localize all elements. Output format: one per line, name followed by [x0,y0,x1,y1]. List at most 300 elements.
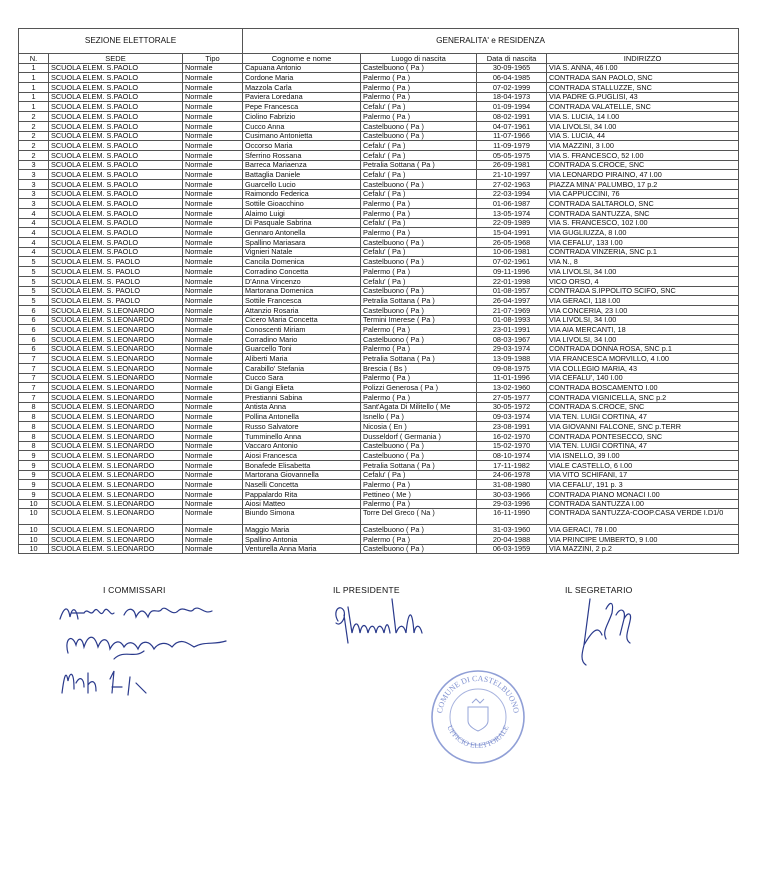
cell-birthdate: 22-09-1989 [477,218,547,228]
cell-address: VIA LIVOLSI, 34 I.00 [547,315,739,325]
cell-number: 8 [19,402,49,412]
cell-sede: SCUOLA ELEM. S.PAOLO [49,121,183,131]
cell-name: Guarcello Toni [243,344,361,354]
cell-birthdate: 30-09-1965 [477,63,547,73]
cell-address: VIA S. FRANCESCO, 102 I.00 [547,218,739,228]
cell-birthplace: Castelbuono ( Pa ) [361,63,477,73]
cell-number: 3 [19,179,49,189]
table-row [19,141,739,151]
cell-birthdate: 08-02-1991 [477,112,547,122]
cell-address: CONTRADA VALATELLE, SNC [547,102,739,112]
cell-name: Sottile Francesca [243,296,361,306]
cell-tipo: Normale [183,179,243,189]
cell-tipo: Normale [183,441,243,451]
cell-number: 2 [19,131,49,141]
cell-tipo: Normale [183,121,243,131]
cell-sede: SCUOLA ELEM. S.PAOLO [49,150,183,160]
cell-address: VIA N., 8 [547,257,739,267]
cell-tipo: Normale [183,209,243,219]
cell-birthdate: 24-06-1978 [477,470,547,480]
cell-sede: SCUOLA ELEM. S.PAOLO [49,238,183,248]
cell-address: VIA GUGLIUZZA, 8 I.00 [547,228,739,238]
cell-sede: SCUOLA ELEM. S.PAOLO [49,63,183,73]
cell-name: Vignieri Natale [243,247,361,257]
cell-sede: SCUOLA ELEM. S.PAOLO [49,92,183,102]
cell-name: Attanzio Rosaria [243,305,361,315]
cell-number: 9 [19,470,49,480]
cell-birthdate: 21-10-1997 [477,170,547,180]
cell-birthplace: Cefalu' ( Pa ) [361,218,477,228]
cell-number: 6 [19,334,49,344]
electoral-list-sheet [18,28,738,554]
cell-sede: SCUOLA ELEM. S.PAOLO [49,189,183,199]
cell-number: 10 [19,499,49,509]
cell-birthdate: 23-01-1991 [477,325,547,335]
cell-address: VIA GIOVANNI FALCONE, SNC p.TERR [547,422,739,432]
cell-birthplace: Petralia Sottana ( Pa ) [361,160,477,170]
cell-name: Di Pasquale Sabrina [243,218,361,228]
cell-number: 5 [19,276,49,286]
cell-sede: SCUOLA ELEM. S.LEONARDO [49,441,183,451]
municipal-stamp [428,667,528,767]
cell-tipo: Normale [183,238,243,248]
cell-address: CONTRADA BOSCAMENTO I.00 [547,383,739,393]
table-row [19,470,739,480]
cell-sede: SCUOLA ELEM. S.LEONARDO [49,470,183,480]
cell-address: VIA CAPPUCCINI, 76 [547,189,739,199]
cell-tipo: Normale [183,267,243,277]
cell-number: 10 [19,509,49,525]
cell-birthplace: Palermo ( Pa ) [361,344,477,354]
cell-tipo: Normale [183,199,243,209]
table-row [19,509,739,525]
table-row [19,325,739,335]
cell-number: 10 [19,544,49,554]
cell-number: 5 [19,286,49,296]
table-row [19,131,739,141]
table-row [19,247,739,257]
svg-text:COMUNE DI CASTELBUONO [435,674,521,714]
cell-tipo: Normale [183,499,243,509]
cell-tipo: Normale [183,247,243,257]
cell-birthplace: Petralia Sottana ( Pa ) [361,354,477,364]
cell-birthplace: Castelbuono ( Pa ) [361,441,477,451]
table-row [19,402,739,412]
cell-address: VIA LIVOLSI, 34 I.00 [547,334,739,344]
cell-sede: SCUOLA ELEM. S.PAOLO [49,83,183,93]
cell-number: 1 [19,83,49,93]
cell-birthplace: Sant'Agata Di Militello ( Me [361,402,477,412]
cell-address: CONTRADA SANTUZZA I.00 [547,499,739,509]
cell-tipo: Normale [183,422,243,432]
cell-sede: SCUOLA ELEM. S.PAOLO [49,131,183,141]
stamp-emblem-icon [468,699,488,731]
cell-name: Conoscenti Miriam [243,325,361,335]
cell-tipo: Normale [183,286,243,296]
table-row [19,441,739,451]
table-row [19,315,739,325]
cell-tipo: Normale [183,276,243,286]
table-row [19,63,739,73]
cell-number: 5 [19,257,49,267]
cell-birthdate: 09-03-1974 [477,412,547,422]
cell-tipo: Normale [183,480,243,490]
cell-name: Tumminello Anna [243,431,361,441]
table-row [19,92,739,102]
cell-address: CONTRADA VIGNICELLA, SNC p.2 [547,393,739,403]
cell-number: 4 [19,238,49,248]
cell-name: Maggio Maria [243,525,361,535]
cell-birthplace: Isnello ( Pa ) [361,412,477,422]
cell-sede: SCUOLA ELEM. S.PAOLO [49,160,183,170]
cell-birthdate: 27-05-1977 [477,393,547,403]
cell-birthdate: 23-08-1991 [477,422,547,432]
table-row [19,334,739,344]
cell-birthplace: Palermo ( Pa ) [361,199,477,209]
column-header-birthdate: Data di nascita [477,54,547,64]
cell-address: VIA CEFALU', 140 I.00 [547,373,739,383]
cell-birthplace: Palermo ( Pa ) [361,373,477,383]
cell-number: 1 [19,102,49,112]
cell-address: VIA ISNELLO, 39 I.00 [547,451,739,461]
cell-birthplace: Castelbuono ( Pa ) [361,286,477,296]
cell-birthdate: 17-11-1982 [477,460,547,470]
table-row [19,383,739,393]
cell-tipo: Normale [183,228,243,238]
stamp-bottom-text: UFFICIO ELETTORALE [445,723,511,751]
cell-number: 8 [19,422,49,432]
cell-name: Gennaro Antonella [243,228,361,238]
cell-birthplace: Castelbuono ( Pa ) [361,121,477,131]
table-row [19,238,739,248]
cell-birthdate: 13-05-1974 [477,209,547,219]
cell-tipo: Normale [183,460,243,470]
cell-birthdate: 16-11-1990 [477,509,547,525]
cell-address: CONTRADA SALTAROLO, SNC [547,199,739,209]
cell-sede: SCUOLA ELEM. S.LEONARDO [49,499,183,509]
cell-name: Cucco Sara [243,373,361,383]
cell-sede: SCUOLA ELEM. S.LEONARDO [49,393,183,403]
cell-sede: SCUOLA ELEM. S.LEONARDO [49,525,183,535]
table-row [19,267,739,277]
cell-birthdate: 01-09-1994 [477,102,547,112]
cell-birthdate: 20-04-1988 [477,535,547,545]
electoral-table [18,28,739,554]
cell-name: Spallino Antonia [243,535,361,545]
cell-tipo: Normale [183,451,243,461]
cell-sede: SCUOLA ELEM. S. PAOLO [49,267,183,277]
table-row [19,160,739,170]
cell-name: Capuana Antonio [243,63,361,73]
cell-name: Pepe Francesca [243,102,361,112]
cell-number: 5 [19,267,49,277]
table-row [19,460,739,470]
cell-sede: SCUOLA ELEM. S.PAOLO [49,218,183,228]
cell-birthplace: Castelbuono ( Pa ) [361,179,477,189]
cell-number: 4 [19,228,49,238]
cell-tipo: Normale [183,141,243,151]
cell-birthplace: Castelbuono ( Pa ) [361,131,477,141]
cell-tipo: Normale [183,393,243,403]
cell-sede: SCUOLA ELEM. S.PAOLO [49,209,183,219]
presidente-label: IL PRESIDENTE [333,585,400,595]
table-row [19,199,739,209]
cell-birthplace: Palermo ( Pa ) [361,83,477,93]
cell-number: 5 [19,296,49,306]
cell-birthplace: Petralia Sottana ( Pa ) [361,296,477,306]
cell-birthplace: Palermo ( Pa ) [361,325,477,335]
cell-tipo: Normale [183,160,243,170]
cell-tipo: Normale [183,296,243,306]
cell-birthdate: 09-08-1975 [477,364,547,374]
cell-birthplace: Cefalu' ( Pa ) [361,170,477,180]
cell-sede: SCUOLA ELEM. S.PAOLO [49,170,183,180]
cell-tipo: Normale [183,170,243,180]
cell-address: VIA FRANCESCA MORVILLO, 4 I.00 [547,354,739,364]
cell-birthdate: 04-07-1961 [477,121,547,131]
cell-address: CONTRADA PONTESECCO, SNC [547,431,739,441]
cell-tipo: Normale [183,102,243,112]
cell-address: VICO ORSO, 4 [547,276,739,286]
cell-name: Sferrino Rossana [243,150,361,160]
cell-address: CONTRADA DONNA ROSA, SNC p.1 [547,344,739,354]
cell-tipo: Normale [183,489,243,499]
table-row [19,412,739,422]
cell-number: 7 [19,354,49,364]
cell-birthplace: Termini Imerese ( Pa ) [361,315,477,325]
cell-name: Cordone Maria [243,73,361,83]
table-row [19,286,739,296]
table-row [19,276,739,286]
table-row [19,451,739,461]
segretario-signature [568,591,658,671]
cell-birthplace: Palermo ( Pa ) [361,73,477,83]
column-header-tipo: Tipo [183,54,243,64]
cell-tipo: Normale [183,73,243,83]
cell-name: Ciolino Fabrizio [243,112,361,122]
cell-birthdate: 18-04-1973 [477,92,547,102]
cell-birthplace: Castelbuono ( Pa ) [361,305,477,315]
table-row [19,102,739,112]
cell-birthdate: 07-02-1961 [477,257,547,267]
cell-number: 4 [19,218,49,228]
cell-number: 2 [19,150,49,160]
cell-tipo: Normale [183,402,243,412]
cell-number: 10 [19,535,49,545]
cell-sede: SCUOLA ELEM. S.PAOLO [49,228,183,238]
cell-address: VIA MAZZINI, 3 I.00 [547,141,739,151]
cell-address: VIA TEN. LUIGI CORTINA, 47 [547,441,739,451]
cell-birthdate: 30-03-1966 [477,489,547,499]
cell-name: Barreca Mariaenza [243,160,361,170]
column-header-address: INDIRIZZO [547,54,739,64]
cell-birthdate: 31-03-1960 [477,525,547,535]
cell-tipo: Normale [183,334,243,344]
cell-number: 1 [19,92,49,102]
cell-birthplace: Cefalu' ( Pa ) [361,247,477,257]
cell-name: Biundo Simona [243,509,361,525]
cell-name: D'Anna Vincenzo [243,276,361,286]
table-row [19,209,739,219]
cell-sede: SCUOLA ELEM. S.LEONARDO [49,402,183,412]
table-row [19,489,739,499]
cell-sede: SCUOLA ELEM. S.PAOLO [49,102,183,112]
cell-address: VIALE CASTELLO, 6 I.00 [547,460,739,470]
cell-name: Aiosi Francesca [243,451,361,461]
cell-name: Sottile Gioacchino [243,199,361,209]
table-row [19,344,739,354]
cell-number: 9 [19,460,49,470]
cell-birthplace: Brescia ( Bs ) [361,364,477,374]
cell-address: VIA GERACI, 118 I.00 [547,296,739,306]
cell-number: 9 [19,480,49,490]
cell-name: Corradino Mario [243,334,361,344]
cell-sede: SCUOLA ELEM. S.LEONARDO [49,451,183,461]
cell-name: Cicero Maria Concetta [243,315,361,325]
signature-area [0,555,768,895]
cell-name: Martorana Domenica [243,286,361,296]
cell-sede: SCUOLA ELEM. S.LEONARDO [49,325,183,335]
cell-birthdate: 10-06-1981 [477,247,547,257]
cell-tipo: Normale [183,92,243,102]
cell-sede: SCUOLA ELEM. S.LEONARDO [49,354,183,364]
cell-name: Spallino Mariasara [243,238,361,248]
cell-address: VIA TEN. LUIGI CORTINA, 47 [547,412,739,422]
cell-address: VIA LIVOLSI, 34 I.00 [547,121,739,131]
cell-sede: SCUOLA ELEM. S. PAOLO [49,257,183,267]
commissari-signatures [54,597,254,697]
table-row [19,499,739,509]
cell-birthdate: 11-09-1979 [477,141,547,151]
cell-name: Cancila Domenica [243,257,361,267]
cell-tipo: Normale [183,364,243,374]
table-row [19,480,739,490]
cell-tipo: Normale [183,315,243,325]
cell-tipo: Normale [183,373,243,383]
table-row [19,296,739,306]
cell-birthplace: Torre Del Greco ( Na ) [361,509,477,525]
table-row [19,83,739,93]
cell-tipo: Normale [183,189,243,199]
cell-birthdate: 15-04-1991 [477,228,547,238]
cell-birthplace: Petralia Sottana ( Pa ) [361,460,477,470]
cell-address: CONTRADA SANTUZZA, SNC [547,209,739,219]
cell-birthplace: Castelbuono ( Pa ) [361,334,477,344]
cell-tipo: Normale [183,150,243,160]
cell-address: VIA LEONARDO PIRAINO, 47 I.00 [547,170,739,180]
cell-sede: SCUOLA ELEM. S. PAOLO [49,286,183,296]
cell-name: Russo Salvatore [243,422,361,432]
table-row [19,121,739,131]
cell-birthdate: 29-03-1996 [477,499,547,509]
cell-address: VIA S. LUCIA, 14 I.00 [547,112,739,122]
cell-tipo: Normale [183,63,243,73]
cell-sede: SCUOLA ELEM. S.LEONARDO [49,373,183,383]
cell-number: 3 [19,189,49,199]
cell-number: 3 [19,160,49,170]
cell-sede: SCUOLA ELEM. S.LEONARDO [49,305,183,315]
cell-name: Bonafede Elisabetta [243,460,361,470]
cell-birthdate: 08-03-1967 [477,334,547,344]
cell-tipo: Normale [183,509,243,525]
cell-address: VIA AIA MERCANTI, 18 [547,325,739,335]
svg-text:UFFICIO ELETTORALE [445,723,511,750]
cell-name: Mazzola Carla [243,83,361,93]
cell-birthplace: Cefalu' ( Pa ) [361,141,477,151]
table-row [19,257,739,267]
cell-birthdate: 08-10-1974 [477,451,547,461]
cell-birthdate: 09-11-1996 [477,267,547,277]
cell-birthplace: Castelbuono ( Pa ) [361,525,477,535]
cell-name: Battaglia Daniele [243,170,361,180]
cell-sede: SCUOLA ELEM. S.LEONARDO [49,315,183,325]
cell-birthplace: Cefalu' ( Pa ) [361,470,477,480]
cell-name: Aliberti Maria [243,354,361,364]
cell-birthdate: 30-05-1972 [477,402,547,412]
segretario-label: IL SEGRETARIO [565,585,633,595]
cell-address: VIA S. ANNA, 46 I.00 [547,63,739,73]
cell-number: 2 [19,141,49,151]
cell-address: CONTRADA S.CROCE, SNC [547,402,739,412]
cell-name: Prestianni Sabina [243,393,361,403]
cell-number: 9 [19,451,49,461]
table-row [19,112,739,122]
cell-number: 6 [19,315,49,325]
cell-birthplace: Castelbuono ( Pa ) [361,257,477,267]
cell-number: 4 [19,209,49,219]
cell-birthplace: Polizzi Generosa ( Pa ) [361,383,477,393]
cell-number: 3 [19,199,49,209]
cell-address: CONTRADA SAN PAOLO, SNC [547,73,739,83]
cell-tipo: Normale [183,218,243,228]
table-row [19,393,739,403]
cell-address: CONTRADA STALLUZZE, SNC [547,83,739,93]
cell-birthdate: 06-04-1985 [477,73,547,83]
cell-name: Venturella Anna Maria [243,544,361,554]
cell-address: VIA PRINCIPE UMBERTO, 9 I.00 [547,535,739,545]
cell-birthplace: Palermo ( Pa ) [361,228,477,238]
cell-number: 4 [19,247,49,257]
cell-birthdate: 27-02-1963 [477,179,547,189]
cell-address: VIA CEFALU', 133 I.00 [547,238,739,248]
cell-number: 7 [19,393,49,403]
cell-address: VIA VITO SCHIFANI, 17 [547,470,739,480]
cell-birthdate: 11-01-1996 [477,373,547,383]
cell-birthplace: Castelbuono ( Pa ) [361,238,477,248]
cell-name: Naselli Concetta [243,480,361,490]
cell-birthdate: 22-03-1994 [477,189,547,199]
cell-number: 2 [19,121,49,131]
cell-address: VIA CEFALU', 191 p. 3 [547,480,739,490]
cell-birthdate: 11-07-1966 [477,131,547,141]
cell-tipo: Normale [183,257,243,267]
cell-birthdate: 06-03-1959 [477,544,547,554]
cell-sede: SCUOLA ELEM. S.LEONARDO [49,544,183,554]
cell-name: Guarcello Lucio [243,179,361,189]
cell-birthplace: Palermo ( Pa ) [361,480,477,490]
cell-number: 2 [19,112,49,122]
cell-address: VIA CONCERIA, 23 I.00 [547,305,739,315]
table-row [19,170,739,180]
cell-tipo: Normale [183,535,243,545]
cell-number: 6 [19,305,49,315]
cell-sede: SCUOLA ELEM. S.LEONARDO [49,460,183,470]
cell-number: 7 [19,373,49,383]
cell-birthplace: Pettineo ( Me ) [361,489,477,499]
cell-birthplace: Cefalu' ( Pa ) [361,189,477,199]
cell-birthdate: 22-01-1998 [477,276,547,286]
cell-name: Raimondo Federica [243,189,361,199]
